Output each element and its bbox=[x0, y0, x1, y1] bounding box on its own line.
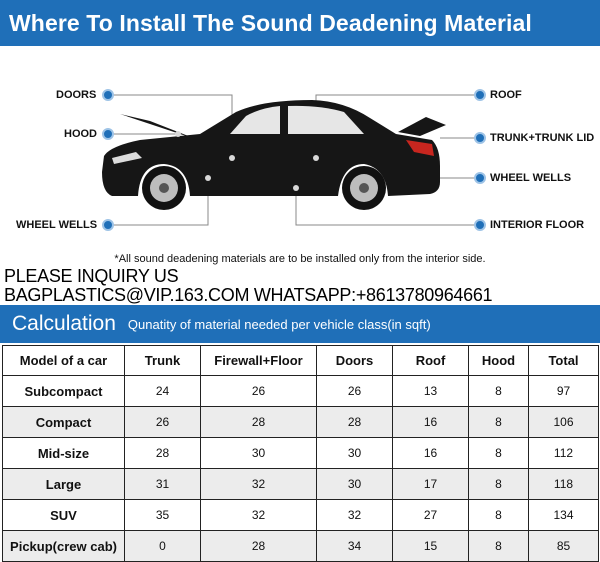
table-cell: 28 bbox=[201, 531, 317, 562]
install-point-roof bbox=[313, 155, 319, 161]
marker-interior-floor bbox=[475, 220, 485, 230]
calculation-bar bbox=[0, 305, 600, 343]
table-cell: 26 bbox=[317, 376, 393, 407]
column-header-total: Total bbox=[529, 346, 599, 376]
table-cell: 106 bbox=[529, 407, 599, 438]
table-cell: 97 bbox=[529, 376, 599, 407]
table-cell: 32 bbox=[317, 500, 393, 531]
table-cell: 34 bbox=[317, 531, 393, 562]
table-cell: 32 bbox=[201, 500, 317, 531]
table-cell: 27 bbox=[393, 500, 469, 531]
car-diagram bbox=[0, 46, 600, 266]
table-cell: 13 bbox=[393, 376, 469, 407]
column-header-roof: Roof bbox=[393, 346, 469, 376]
install-point-hood bbox=[175, 131, 181, 137]
table-cell: 112 bbox=[529, 438, 599, 469]
label-wheel-wells-right: WHEEL WELLS bbox=[490, 172, 572, 184]
table-row bbox=[3, 469, 599, 500]
marker-hood bbox=[103, 129, 113, 139]
table-cell: 15 bbox=[393, 531, 469, 562]
column-header-trunk: Trunk bbox=[125, 346, 201, 376]
marker-roof bbox=[475, 90, 485, 100]
table-cell: Pickup(crew cab) bbox=[3, 531, 125, 562]
table-cell: 16 bbox=[393, 438, 469, 469]
install-point-doors bbox=[229, 155, 235, 161]
table-cell: SUV bbox=[3, 500, 125, 531]
table-cell: 8 bbox=[469, 407, 529, 438]
inquiry-line: PLEASE INQUIRY US bbox=[4, 266, 179, 286]
table-cell: 134 bbox=[529, 500, 599, 531]
marker-doors bbox=[103, 90, 113, 100]
table-header-row bbox=[3, 346, 599, 376]
car-silhouette bbox=[102, 100, 446, 210]
header-bar bbox=[0, 0, 600, 46]
install-note: *All sound deadening materials are to be installed only from the interior side. bbox=[114, 253, 486, 265]
table-cell: 26 bbox=[125, 407, 201, 438]
column-header-model: Model of a car bbox=[3, 346, 125, 376]
table-cell: Large bbox=[3, 469, 125, 500]
label-trunk: TRUNK+TRUNK LID bbox=[490, 132, 595, 144]
table-cell: 8 bbox=[469, 531, 529, 562]
table-cell: 17 bbox=[393, 469, 469, 500]
label-doors: DOORS bbox=[56, 89, 97, 101]
quantity-table bbox=[2, 345, 599, 562]
table-cell: 8 bbox=[469, 376, 529, 407]
table-cell: 28 bbox=[317, 407, 393, 438]
table-cell: Compact bbox=[3, 407, 125, 438]
marker-trunk bbox=[475, 133, 485, 143]
table-cell: 32 bbox=[201, 469, 317, 500]
table-cell: 16 bbox=[393, 407, 469, 438]
table-row bbox=[3, 376, 599, 407]
label-hood: HOOD bbox=[64, 128, 97, 140]
table-cell: 118 bbox=[529, 469, 599, 500]
table-row bbox=[3, 407, 599, 438]
table-row bbox=[3, 438, 599, 469]
car-hood bbox=[120, 114, 196, 139]
table-cell: 30 bbox=[201, 438, 317, 469]
table-cell: 8 bbox=[469, 469, 529, 500]
marker-wheel-wells-left bbox=[103, 220, 113, 230]
calculation-title: Calculation bbox=[12, 312, 116, 335]
table-cell: 28 bbox=[125, 438, 201, 469]
column-header-hood: Hood bbox=[469, 346, 529, 376]
column-header-firewall-floor: Firewall+Floor bbox=[201, 346, 317, 376]
table-cell: 26 bbox=[201, 376, 317, 407]
table-cell: 8 bbox=[469, 500, 529, 531]
table-cell: Mid-size bbox=[3, 438, 125, 469]
column-header-doors: Doors bbox=[317, 346, 393, 376]
table-row bbox=[3, 531, 599, 562]
table-cell: 31 bbox=[125, 469, 201, 500]
calculation-subtitle: Qunatity of material needed per vehicle class(in sqft) bbox=[127, 316, 431, 332]
car-trunk-lid bbox=[398, 117, 446, 136]
label-wheel-wells-left: WHEEL WELLS bbox=[16, 219, 98, 231]
table-cell: 85 bbox=[529, 531, 599, 562]
table-cell: 0 bbox=[125, 531, 201, 562]
table-cell: 30 bbox=[317, 438, 393, 469]
install-point-wheel-front bbox=[205, 175, 211, 181]
table-cell: 24 bbox=[125, 376, 201, 407]
page-title: Where To Install The Sound Deadening Material bbox=[9, 9, 532, 36]
label-interior-floor: INTERIOR FLOOR bbox=[490, 219, 585, 231]
table-row bbox=[3, 500, 599, 531]
marker-wheel-wells-right bbox=[475, 173, 485, 183]
table-cell: 28 bbox=[201, 407, 317, 438]
contact-line: BAGPLASTICS@VIP.163.COM WHATSAPP:+8613780964661 bbox=[4, 285, 493, 305]
table-cell: 8 bbox=[469, 438, 529, 469]
table-cell: 30 bbox=[317, 469, 393, 500]
table-cell: 35 bbox=[125, 500, 201, 531]
install-point-floor bbox=[293, 185, 299, 191]
table-cell: Subcompact bbox=[3, 376, 125, 407]
label-roof: ROOF bbox=[490, 89, 522, 101]
